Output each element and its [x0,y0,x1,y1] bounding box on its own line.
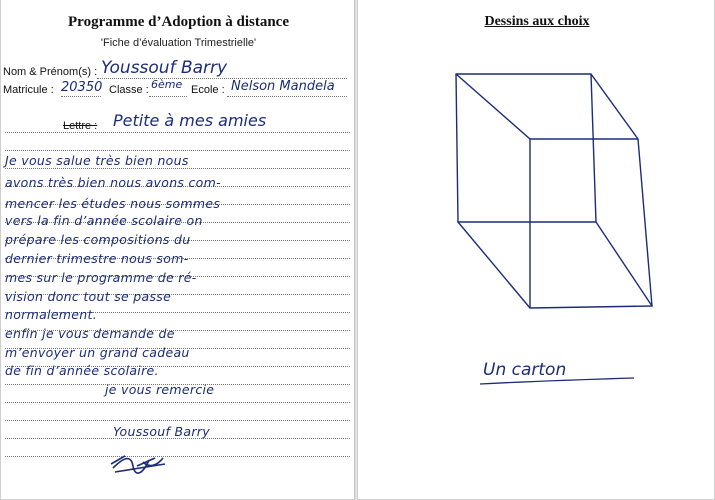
classe-label: Classe : [109,84,149,96]
left-page [0,0,355,500]
form-subtitle: 'Fiche d’évaluation Trimestrielle' [100,37,257,49]
letter-line-6: dernier trimestre nous som- [5,251,189,266]
classe-value: 6ème [151,78,183,91]
ecole-rule [227,96,347,97]
rule-line [5,420,350,421]
letter-line-9: normalement. [5,307,97,322]
letter-line-4: vers la fin d’année scolaire on [5,213,203,228]
matricule-rule [61,96,101,97]
caption-underline [478,376,638,390]
ecole-value: Nelson Mandela [231,79,335,94]
cube-edge-right [591,74,596,222]
rule-line [5,168,350,169]
cube-drawing [358,0,715,500]
letter-line-7: mes sur le programme de ré- [5,270,197,285]
cube-back-face [456,74,638,139]
letter-rule-0 [5,132,350,133]
letter-line-3: mencer les études nous sommes [5,196,221,211]
signature-scribble [103,444,183,484]
drawing-caption: Un carton [483,360,567,380]
matricule-value: 20350 [61,80,103,95]
letter-line-12: de fin d’année scolaire. [5,363,159,378]
ecole-label: Ecole : [191,84,225,96]
drawing-title: Dessins aux choix [484,14,590,29]
cube-edge-far [638,139,652,306]
classe-rule [149,96,187,97]
letter-line-5: prépare les compositions du [5,232,191,247]
program-title: Programme d’Adoption à distance [68,14,289,30]
cube-bottom-face [458,222,652,308]
name-value: Youssouf Barry [101,58,228,78]
rule-line [5,402,350,403]
letter-greeting: Petite à mes amies [113,111,267,130]
letter-line-13: je vous remercie [105,382,215,397]
letter-line-11: m’envoyer un grand cadeau [5,345,190,360]
matricule-label: Matricule : [3,84,54,96]
letter-line-1: Je vous salue très bien nous [5,153,189,168]
name-label: Nom & Prénom(s) : [3,66,98,78]
letter-line-10: enfin je vous demande de [5,326,175,341]
rule-line [5,150,350,151]
letter-signature-name: Youssouf Barry [113,424,210,439]
cube-edge-left [456,74,458,222]
letter-line-2: avons très bien nous avons com- [5,175,221,190]
right-page [357,0,715,500]
letter-label: Lettre : [63,120,98,132]
letter-line-8: vision donc tout se passe [5,289,172,304]
